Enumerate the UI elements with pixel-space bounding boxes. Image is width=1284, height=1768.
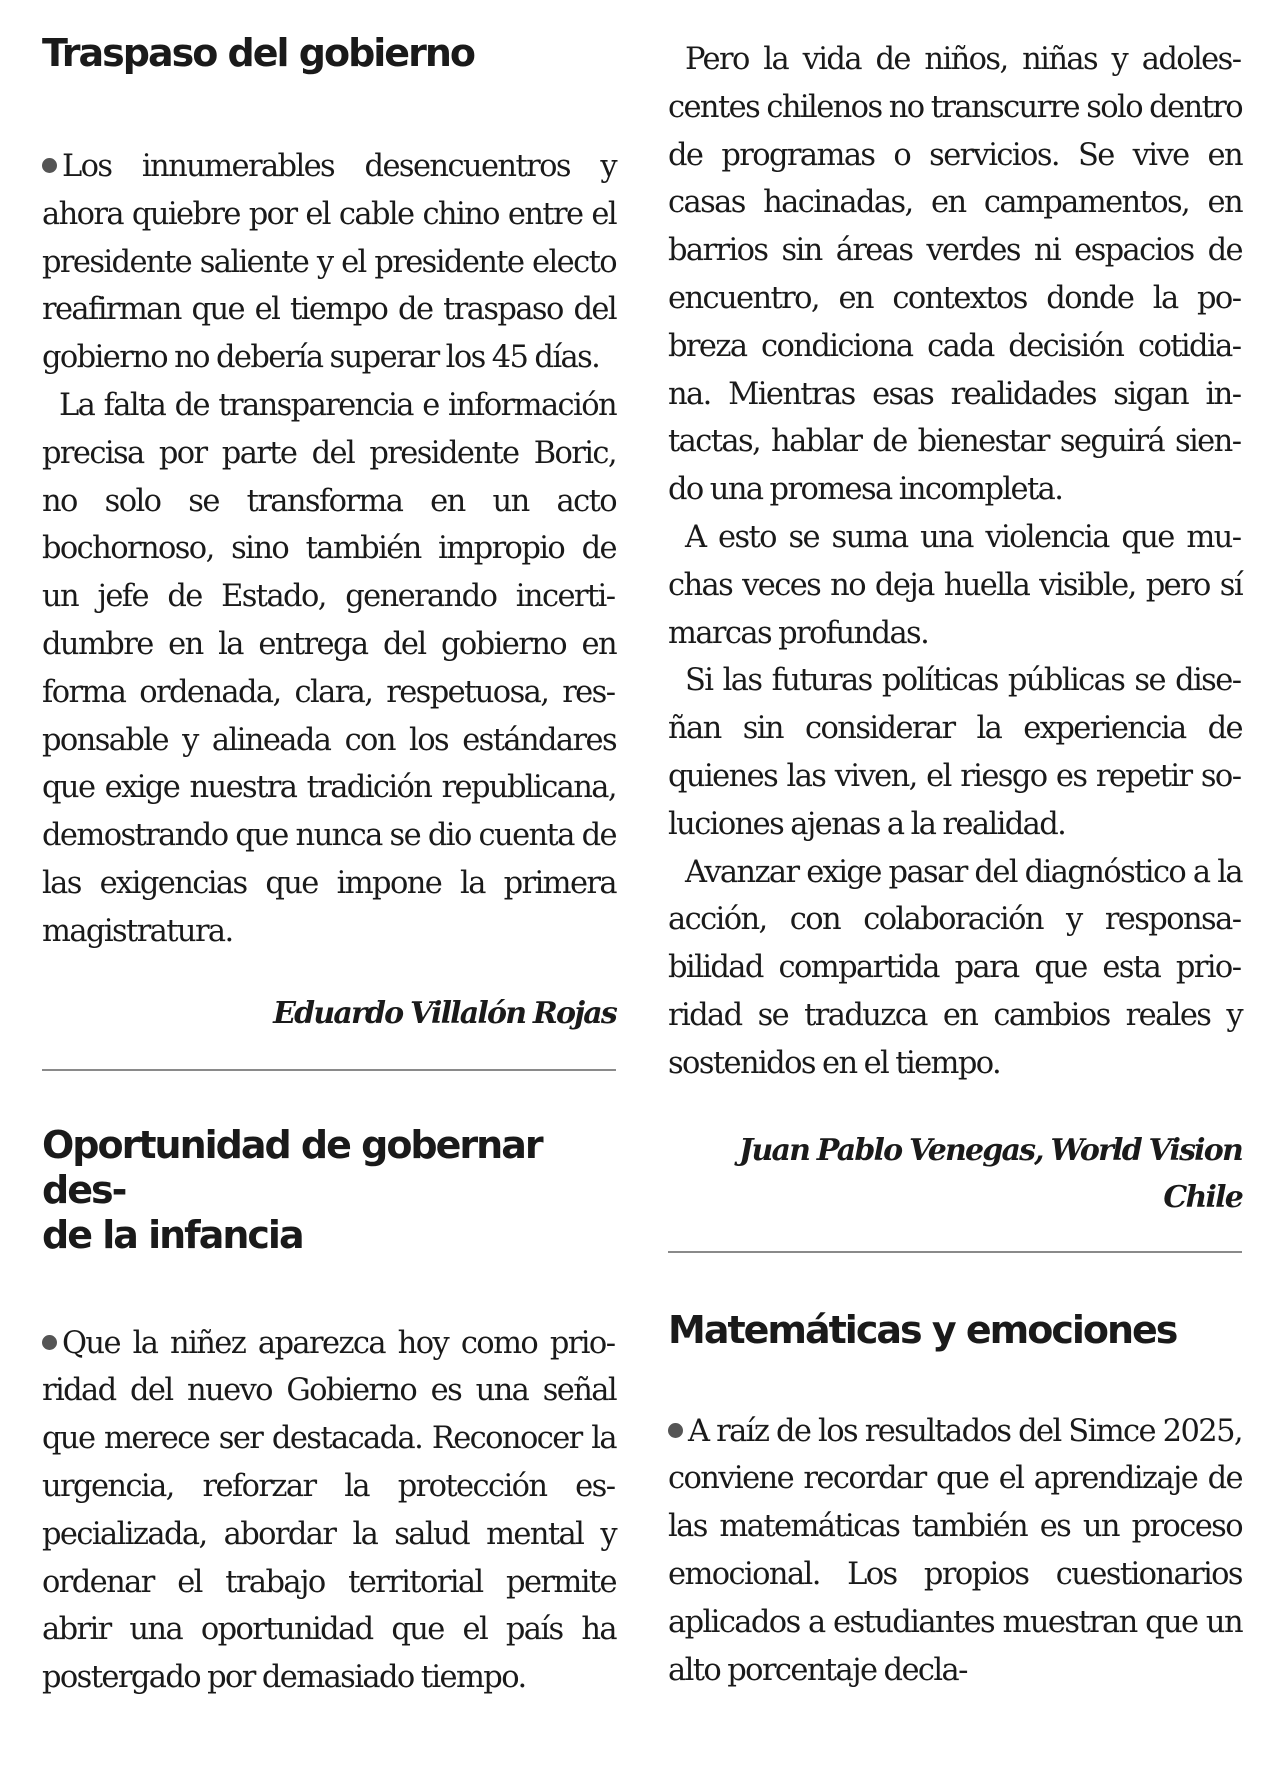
author-traspaso: Eduardo Villalón Rojas bbox=[273, 995, 616, 1031]
divider-right bbox=[668, 1251, 1242, 1253]
headline-oportunidad bbox=[42, 1123, 616, 1258]
headline-traspaso: Traspaso del gobierno bbox=[42, 31, 474, 75]
author-oportunidad-line-1: Juan Pablo Venegas, World Vision bbox=[739, 1132, 1242, 1168]
traspaso-paragraph-1 bbox=[42, 143, 616, 382]
oportunidad-paragraph-1 bbox=[42, 1320, 616, 1702]
right-column bbox=[668, 0, 1242, 1694]
oportunidad-paragraph-2: Pero la vida de niños, niñas y adolescentes chilenos no transcurre solo dentro de programas o servicios. Se vive en casas hacinadas, en campamentos, en barrios sin áreas verdes ni espacios de encuentro, en contextos donde la pobreza condiciona cada decisión cotidiana. Mientras esas realidades sigan intactas, hablar de bienestar seguirá siendo una promesa incompleta. bbox=[668, 42, 1242, 508]
bullet-icon bbox=[42, 1335, 57, 1350]
oportunidad-paragraph-3: A esto se suma una violencia que muchas veces no deja huella visible, pero sí marcas profundas. bbox=[668, 519, 1242, 651]
oportunidad-paragraph-5: Avanzar exige pasar del diagnóstico a la acción, con colaboración y responsabilidad compartida para que esta prioridad se traduzca en cambios reales y sostenidos en el tiempo. bbox=[668, 854, 1242, 1081]
headline-oportunidad-line-2: de la infancia bbox=[42, 1212, 303, 1257]
matematicas-paragraph-1-text: A raíz de los resultados del Simce 2025, conviene recordar que el aprendizaje de las matemáticas también es un proceso emocional. Los propios cuestionarios aplicados a estudiantes muestran que un alto porcentaje decla- bbox=[668, 1413, 1242, 1688]
traspaso-paragraph-1-text: Los innumerables desencuentros y ahora quiebre por el cable chino entre el presidente saliente y el presidente electo reafirman que el tiempo de traspaso del gobierno no debería superar los 45 días. bbox=[42, 149, 616, 376]
divider-left bbox=[42, 1069, 616, 1071]
author-oportunidad bbox=[668, 1127, 1242, 1221]
bullet-icon bbox=[668, 1423, 683, 1438]
author-oportunidad-line-2: Chile bbox=[1163, 1179, 1242, 1215]
oportunidad-paragraph-1-text: Que la niñez aparezca hoy como prioridad del nuevo Gobierno es una señal que merece ser destacada. Reconocer la urgencia, reforzar la protección especializada, abordar la salud mental y ordenar el trabajo territorial permite abrir una oportunidad que el país ha postergado por demasiado tiempo. bbox=[42, 1325, 616, 1696]
bullet-icon bbox=[42, 158, 57, 173]
left-column bbox=[42, 0, 616, 1702]
traspaso-paragraph-2: La falta de transparencia e información precisa por parte del presidente Boric, no solo se transforma en un acto bochornoso, sino también impropio de un jefe de Estado, generando incertidumbre en la entrega del gobierno en forma ordenada, clara, respetuosa, responsable y alineada con los estándares que exige nuestra tradición republicana, demostrando que nunca se dio cuenta de las exigencias que impone la primera magistratura. bbox=[42, 387, 616, 949]
headline-matematicas: Matemáticas y emociones bbox=[668, 1307, 1177, 1352]
headline-oportunidad-line-1: Oportunidad de gobernar des- bbox=[42, 1122, 542, 1212]
oportunidad-paragraph-4: Si las futuras políticas públicas se diseñan sin considerar la experiencia de quienes las viven, el riesgo es repetir soluciones ajenas a la realidad. bbox=[668, 663, 1242, 842]
matematicas-paragraph-1 bbox=[668, 1408, 1242, 1695]
